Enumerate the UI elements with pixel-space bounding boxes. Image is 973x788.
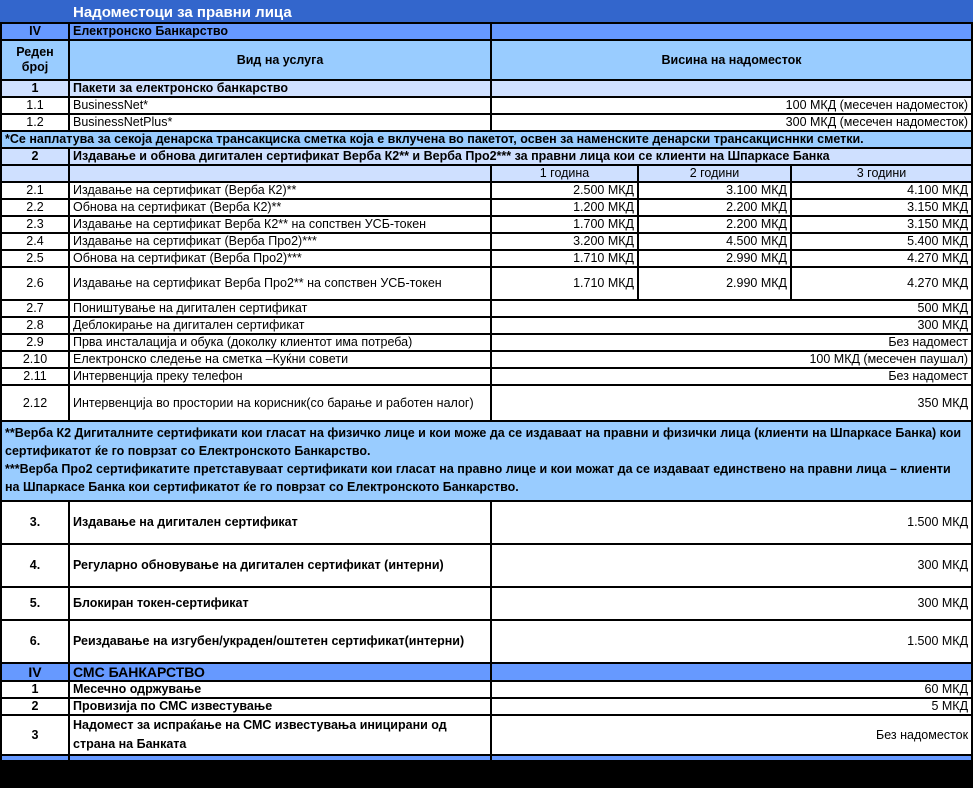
table-row [1,544,972,587]
table-row [1,233,972,250]
row-fee: 60 МКД [491,681,972,698]
row-fee-1y: 1.700 МКД [491,216,638,233]
row-number: 5. [1,587,69,620]
group-label: Издавање и обнова дигитален сертификат Верба К2** и Верба Про2*** за правни лица кои се клиенти на Шпаркасе Банка [69,148,972,165]
row-service: Издавање на сертификат Верба К2** на сопствен УСБ-токен [69,216,491,233]
row-fee: Без надомест [491,368,972,385]
row-fee-3y: 3.150 МКД [791,199,972,216]
table-row [1,587,972,620]
group-row [1,80,972,97]
row-number: 2.11 [1,368,69,385]
table-row [1,267,972,300]
row-fee: 350 МКД [491,385,972,421]
row-number: 1 [1,681,69,698]
group-number: 1 [1,80,69,97]
row-number: 2.3 [1,216,69,233]
section-label: СМС БАНКАРСТВО [69,663,491,681]
table-row [1,698,972,715]
section-number: IV [1,23,69,40]
table-row [1,334,972,351]
row-number: 4. [1,544,69,587]
row-number: 2.6 [1,267,69,300]
row-fee: 300 МКД (месечен надоместок) [491,114,972,131]
row-fee-3y: 4.270 МКД [791,267,972,300]
row-number: 2.7 [1,300,69,317]
row-fee: 300 МКД [491,587,972,620]
column-header-number: Реден број [1,40,69,80]
row-fee: Без надоместок [491,715,972,755]
table-row [1,620,972,663]
row-fee-3y: 4.100 МКД [791,182,972,199]
row-service: Издавање на сертификат (Верба К2)** [69,182,491,199]
row-service: Надомест за испраќање на СМС известувања иницирани од страна на Банката [69,715,491,755]
row-fee: 100 МКД (месечен надоместок) [491,97,972,114]
footnote-block [1,421,972,501]
table-row [1,351,972,368]
row-fee-1y: 3.200 МКД [491,233,638,250]
row-fee-2y: 2.990 МКД [638,267,791,300]
year-header-row [1,165,972,182]
table-row [1,385,972,421]
row-service: Издавање на дигитален сертификат [69,501,491,544]
row-number: 2.12 [1,385,69,421]
table-row [1,182,972,199]
row-number: 3. [1,501,69,544]
group-label: Пакети за електронско банкарство [69,80,491,97]
section-number: IV [1,663,69,681]
row-fee: 5 МКД [491,698,972,715]
row-fee-1y: 1.200 МКД [491,199,638,216]
row-service: Обнова на сертификат (Верба Про2)*** [69,250,491,267]
row-service: Издавање на сертификат Верба Про2** на сопствен УСБ-токен [69,267,491,300]
table-row [1,300,972,317]
row-fee: 100 МКД (месечен паушал) [491,351,972,368]
page-title: Надоместоци за правни лица [69,1,972,23]
row-service: Издавање на сертификат (Верба Про2)*** [69,233,491,250]
row-fee-3y: 5.400 МКД [791,233,972,250]
year-header: 2 години [638,165,791,182]
row-fee: 300 МКД [491,544,972,587]
table-row [1,681,972,698]
row-service: Обнова на сертификат (Верба К2)** [69,199,491,216]
column-header-row [1,40,972,80]
row-service: Блокиран токен-сертификат [69,587,491,620]
footnote: *Се наплатува за секоја денарска трансакциска сметка која е вклучена во пакетот, освен за наменските денарски трансакцисннки сметки. [1,131,972,148]
row-number: 2 [1,698,69,715]
row-fee-2y: 2.990 МКД [638,250,791,267]
table-row [1,317,972,334]
title-row [1,1,972,23]
section-row [1,663,972,681]
footnote-row [1,421,972,501]
column-header-service: Вид на услуга [69,40,491,80]
row-service: Прва инсталација и обука (доколку клиентот има потреба) [69,334,491,351]
row-number: 1.1 [1,97,69,114]
row-fee: 1.500 МКД [491,501,972,544]
group-row [1,148,972,165]
row-number: 1.2 [1,114,69,131]
column-header-fee: Висина на надоместок [491,40,972,80]
row-fee: 500 МКД [491,300,972,317]
row-number: 2.8 [1,317,69,334]
row-number: 6. [1,620,69,663]
table-row [1,216,972,233]
row-number: 2.5 [1,250,69,267]
row-fee-2y: 3.100 МКД [638,182,791,199]
row-fee-2y: 4.500 МКД [638,233,791,250]
row-fee: Без надомест [491,334,972,351]
row-service: Интервенција во простории на корисник(со барање и работен налог) [69,385,491,421]
table-row [1,368,972,385]
row-number: 2.2 [1,199,69,216]
row-number: 2.4 [1,233,69,250]
footnote-row [1,131,972,148]
footnote-pro2: ***Верба Про2 сертификатите претставуваат сертификати кои гласат на правно лице и кои можат да се издаваат единствено на правни лица – клиенти на Шпаркасе Банка кои сертификатот ќе го поврзат со Електронското Банкарство. [5,462,951,494]
table-row [1,97,972,114]
row-fee: 300 МКД [491,317,972,334]
row-fee-3y: 3.150 МКД [791,216,972,233]
row-fee-1y: 2.500 МКД [491,182,638,199]
row-service: Поништување на дигитален сертификат [69,300,491,317]
table-row [1,501,972,544]
footnote-k2: **Верба К2 Дигиталните сертификати кои гласат на физичко лице и кои може да се издаваат на правни и физички лица (клиенти на Шпаркасе Банка) кои сертификатот ќе го поврзат со Електронското Банкарство. [5,426,962,458]
row-number: 2.1 [1,182,69,199]
row-service: Месечно одржување [69,681,491,698]
section-row [1,23,972,40]
group-number: 2 [1,148,69,165]
section-label: Електронско Банкарство [69,23,491,40]
title-spacer [1,1,69,23]
row-fee-1y: 1.710 МКД [491,267,638,300]
table-row [1,114,972,131]
row-number: 2.9 [1,334,69,351]
row-service: Провизија по СМС известување [69,698,491,715]
row-service: BusinessNetPlus* [69,114,491,131]
row-fee-2y: 2.200 МКД [638,216,791,233]
row-service: Регуларно обновување на дигитален сертификат (интерни) [69,544,491,587]
year-header: 3 години [791,165,972,182]
table-row [1,199,972,216]
row-fee-3y: 4.270 МКД [791,250,972,267]
row-service: Деблокирање на дигитален сертификат [69,317,491,334]
table-row [1,250,972,267]
row-fee-2y: 2.200 МКД [638,199,791,216]
row-service: Интервенција преку телефон [69,368,491,385]
row-service: BusinessNet* [69,97,491,114]
row-service: Реиздавање на изгубен/украден/оштетен сертификат(интерни) [69,620,491,663]
year-header: 1 година [491,165,638,182]
row-fee-1y: 1.710 МКД [491,250,638,267]
row-number: 2.10 [1,351,69,368]
row-service: Електронско следење на сметка –Куќни совети [69,351,491,368]
row-number: 3 [1,715,69,755]
row-fee: 1.500 МКД [491,620,972,663]
table-row [1,715,972,755]
